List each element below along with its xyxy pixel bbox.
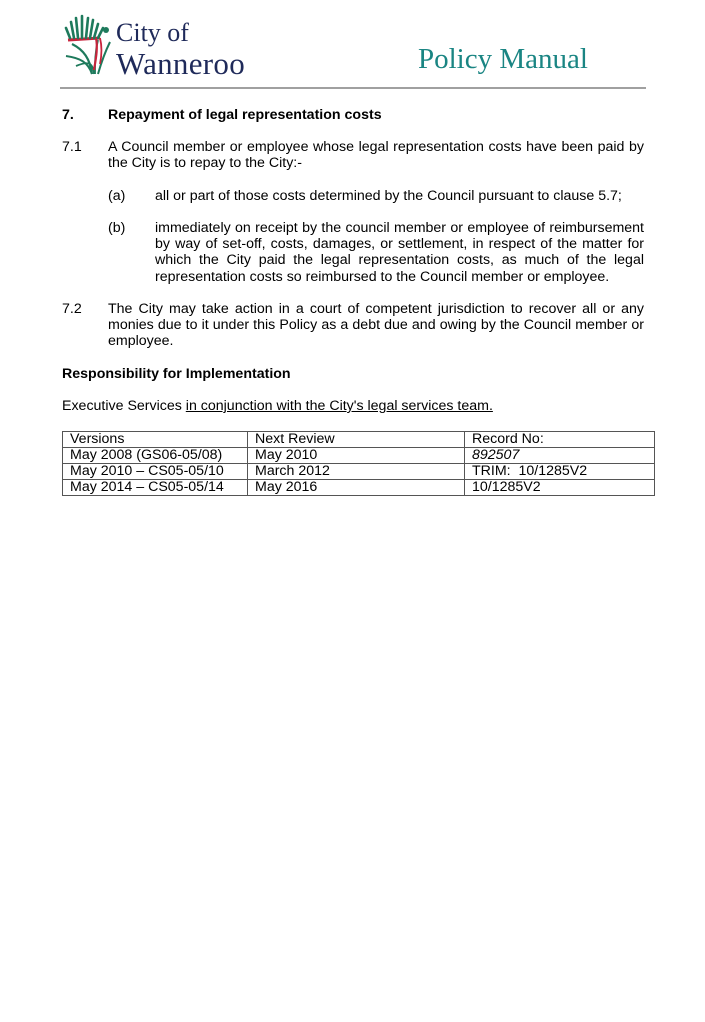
document-title: Policy Manual bbox=[418, 43, 588, 75]
subclause-label: (b) bbox=[108, 220, 126, 236]
clause-number: 7.1 bbox=[62, 139, 82, 155]
table-cell: 10/1285V2 bbox=[465, 480, 655, 496]
clause-text: A Council member or employee whose legal representation costs have been paid by the City is to repay to the City:- bbox=[108, 139, 644, 172]
table-row bbox=[63, 448, 655, 464]
table-header-row bbox=[63, 432, 655, 448]
logo-text-city-of: City of bbox=[116, 18, 189, 47]
clause-number: 7.2 bbox=[62, 301, 82, 317]
logo-text-wanneroo: Wanneroo bbox=[116, 46, 246, 81]
header-divider bbox=[60, 87, 646, 89]
kangaroo-paw-plant-icon bbox=[62, 14, 114, 76]
section-number: 7. bbox=[62, 107, 74, 123]
header-cell-versions: Versions bbox=[63, 432, 248, 448]
responsibility-heading: Responsibility for Implementation bbox=[62, 366, 291, 382]
responsibility-text bbox=[62, 398, 493, 414]
versions-table bbox=[62, 431, 655, 496]
table-cell: May 2014 – CS05-05/14 bbox=[63, 480, 248, 496]
header-cell-record-no: Record No: bbox=[465, 432, 655, 448]
subclause-label: (a) bbox=[108, 188, 126, 204]
clause-text: The City may take action in a court of competent jurisdiction to recover all or any monies due to it under this Policy as a debt due and owing by the Council member or employee. bbox=[108, 301, 644, 350]
subclause-text: all or part of those costs determined by the Council pursuant to clause 5.7; bbox=[155, 188, 622, 204]
responsibility-text-plain: Executive Services bbox=[62, 398, 186, 414]
table-cell: May 2010 – CS05-05/10 bbox=[63, 464, 248, 480]
table-row bbox=[63, 480, 655, 496]
table-cell: TRIM: 10/1285V2 bbox=[465, 464, 655, 480]
city-of-wanneroo-logo bbox=[62, 10, 262, 81]
table-cell: 892507 bbox=[465, 448, 655, 464]
table-cell: May 2016 bbox=[248, 480, 465, 496]
table-cell: May 2008 (GS06-05/08) bbox=[63, 448, 248, 464]
table-cell: March 2012 bbox=[248, 464, 465, 480]
section-heading: Repayment of legal representation costs bbox=[108, 107, 382, 123]
subclause-text: immediately on receipt by the council member or employee of reimbursement by way of set-off, costs, damages, or settlement, in respect of the matter for which the City paid the legal representation costs, as much of the legal representation costs so reimbursed to the Council member or employee. bbox=[155, 220, 644, 285]
header-cell-next-review: Next Review bbox=[248, 432, 465, 448]
responsibility-text-underlined: in conjunction with the City's legal services team. bbox=[185, 398, 493, 414]
table-row bbox=[63, 464, 655, 480]
table-cell: May 2010 bbox=[248, 448, 465, 464]
